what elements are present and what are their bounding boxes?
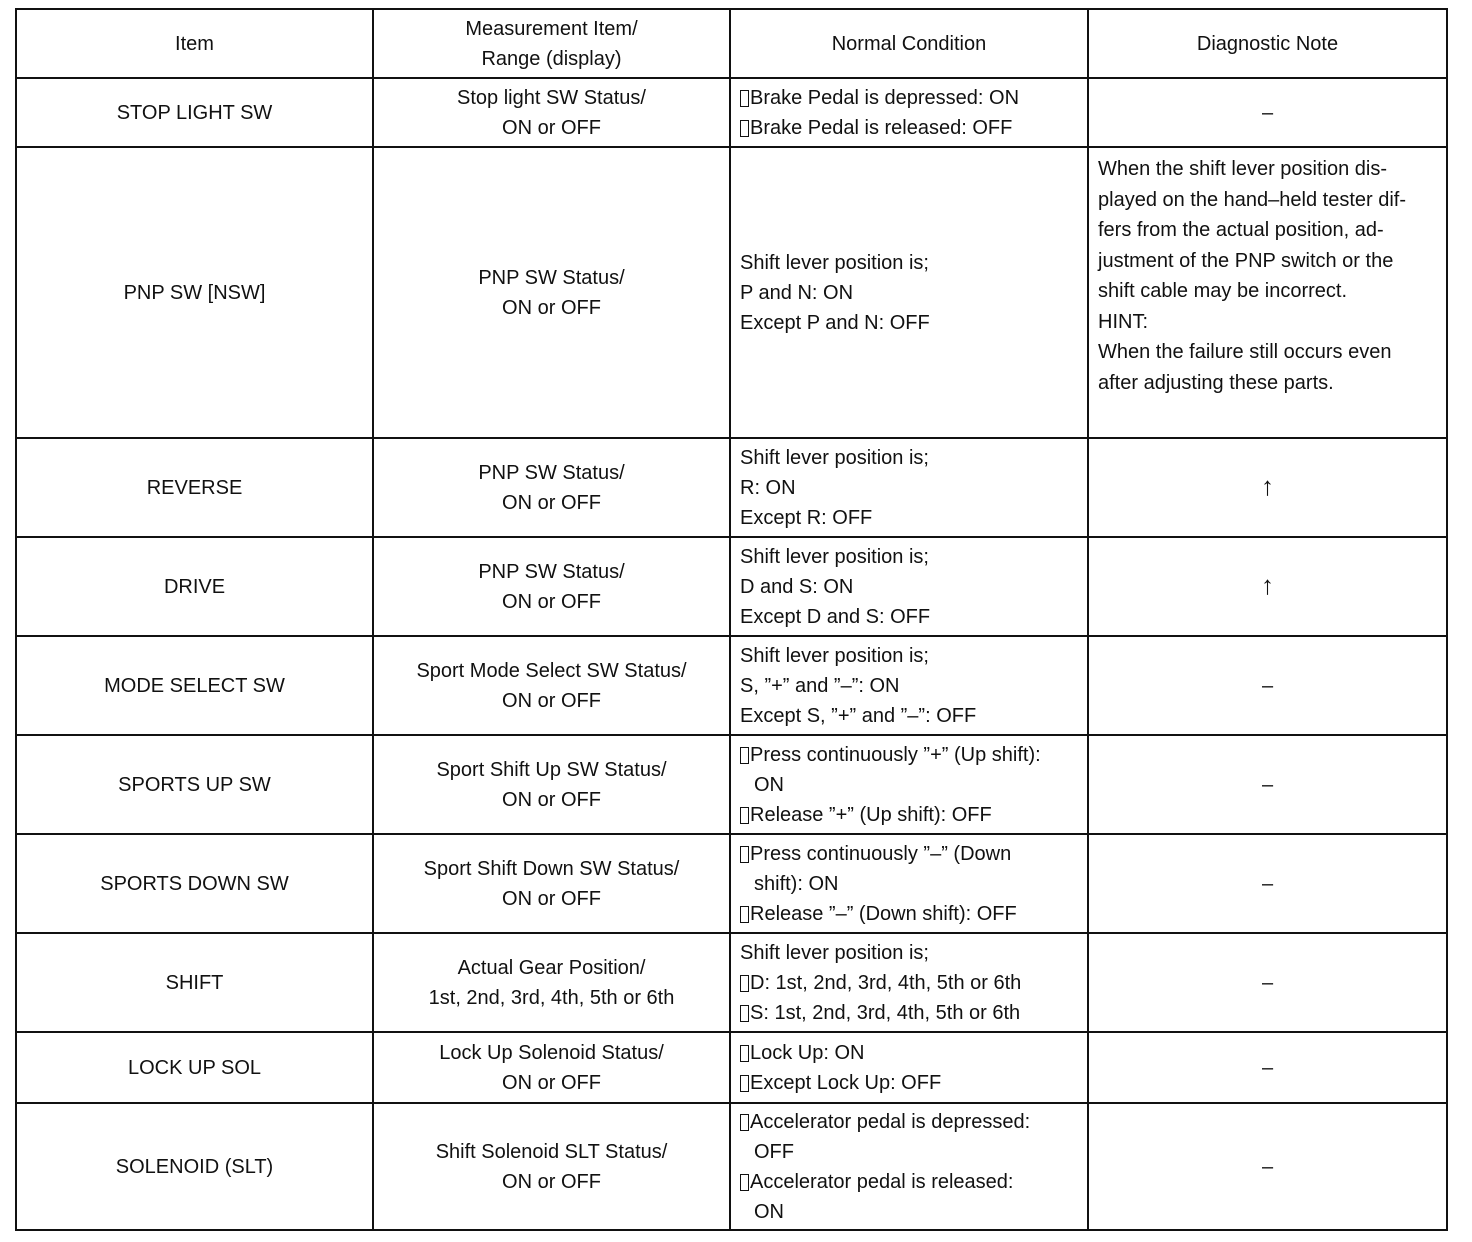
up-arrow-icon: ↑ xyxy=(1261,471,1274,501)
measurement-cell: Stop light SW Status/ ON or OFF xyxy=(373,78,730,147)
bullet-box-icon xyxy=(740,1005,749,1022)
bullet-box-icon xyxy=(740,90,749,107)
table-row xyxy=(16,1103,1447,1230)
bullet-box-icon xyxy=(740,1075,749,1092)
bullet-box-icon xyxy=(740,1114,749,1131)
table-row xyxy=(16,834,1447,933)
table-row xyxy=(16,78,1447,147)
item-cell: SHIFT xyxy=(16,933,373,1032)
note-cell xyxy=(1088,438,1447,537)
table-row xyxy=(16,147,1447,438)
item-cell: DRIVE xyxy=(16,537,373,636)
measurement-cell: PNP SW Status/ ON or OFF xyxy=(373,537,730,636)
table-row xyxy=(16,1032,1447,1103)
condition-cell: Press continuously ”+” (Up shift): ON Release ”+” (Up shift): OFF xyxy=(730,735,1088,834)
measurement-cell: Sport Shift Down SW Status/ ON or OFF xyxy=(373,834,730,933)
note-cell: – xyxy=(1088,1103,1447,1230)
measurement-cell: Shift Solenoid SLT Status/ ON or OFF xyxy=(373,1103,730,1230)
bullet-box-icon xyxy=(740,807,749,824)
note-cell: – xyxy=(1088,933,1447,1032)
bullet-box-icon xyxy=(740,1174,749,1191)
condition-cell: Shift lever position is; D: 1st, 2nd, 3rd, 4th, 5th or 6th S: 1st, 2nd, 3rd, 4th, 5th or 6th xyxy=(730,933,1088,1032)
note-cell: When the shift lever position dis- played on the hand–held tester dif- fers from the actual position, ad- justment of the PNP switch or the shift cable may be incorrect. HINT: When the failure still occurs even after adjusting these parts. xyxy=(1088,147,1447,438)
item-cell: SPORTS UP SW xyxy=(16,735,373,834)
item-cell: PNP SW [NSW] xyxy=(16,147,373,438)
header-row xyxy=(16,9,1447,78)
note-cell: – xyxy=(1088,636,1447,735)
bullet-box-icon xyxy=(740,846,749,863)
diagnostic-data-table xyxy=(15,8,1448,1231)
bullet-box-icon xyxy=(740,120,749,137)
condition-cell: Accelerator pedal is depressed: OFF Accelerator pedal is released: ON xyxy=(730,1103,1088,1230)
item-cell: REVERSE xyxy=(16,438,373,537)
item-cell: SPORTS DOWN SW xyxy=(16,834,373,933)
note-cell: – xyxy=(1088,78,1447,147)
item-cell: SOLENOID (SLT) xyxy=(16,1103,373,1230)
table-row xyxy=(16,636,1447,735)
condition-cell: Shift lever position is; D and S: ON Except D and S: OFF xyxy=(730,537,1088,636)
table-row xyxy=(16,537,1447,636)
condition-cell: Brake Pedal is depressed: ON Brake Pedal is released: OFF xyxy=(730,78,1088,147)
measurement-cell: PNP SW Status/ ON or OFF xyxy=(373,147,730,438)
note-cell: – xyxy=(1088,834,1447,933)
header-note: Diagnostic Note xyxy=(1088,9,1447,78)
condition-cell: Shift lever position is; R: ON Except R: OFF xyxy=(730,438,1088,537)
bullet-box-icon xyxy=(740,747,749,764)
header-item: Item xyxy=(16,9,373,78)
item-cell: MODE SELECT SW xyxy=(16,636,373,735)
condition-cell: Press continuously ”–” (Down shift): ON Release ”–” (Down shift): OFF xyxy=(730,834,1088,933)
header-condition: Normal Condition xyxy=(730,9,1088,78)
measurement-cell: Lock Up Solenoid Status/ ON or OFF xyxy=(373,1032,730,1103)
table-row xyxy=(16,933,1447,1032)
note-cell xyxy=(1088,537,1447,636)
condition-cell: Shift lever position is; S, ”+” and ”–”: ON Except S, ”+” and ”–”: OFF xyxy=(730,636,1088,735)
measurement-cell: Sport Shift Up SW Status/ ON or OFF xyxy=(373,735,730,834)
bullet-box-icon xyxy=(740,975,749,992)
item-cell: LOCK UP SOL xyxy=(16,1032,373,1103)
note-cell: – xyxy=(1088,1032,1447,1103)
measurement-cell: Actual Gear Position/ 1st, 2nd, 3rd, 4th, 5th or 6th xyxy=(373,933,730,1032)
item-cell: STOP LIGHT SW xyxy=(16,78,373,147)
note-cell: – xyxy=(1088,735,1447,834)
condition-cell: Lock Up: ON Except Lock Up: OFF xyxy=(730,1032,1088,1103)
bullet-box-icon xyxy=(740,1045,749,1062)
measurement-cell: Sport Mode Select SW Status/ ON or OFF xyxy=(373,636,730,735)
bullet-box-icon xyxy=(740,906,749,923)
header-measurement: Measurement Item/ Range (display) xyxy=(373,9,730,78)
measurement-cell: PNP SW Status/ ON or OFF xyxy=(373,438,730,537)
up-arrow-icon: ↑ xyxy=(1261,570,1274,600)
table-row xyxy=(16,735,1447,834)
condition-cell: Shift lever position is; P and N: ON Except P and N: OFF xyxy=(730,147,1088,438)
table-row xyxy=(16,438,1447,537)
